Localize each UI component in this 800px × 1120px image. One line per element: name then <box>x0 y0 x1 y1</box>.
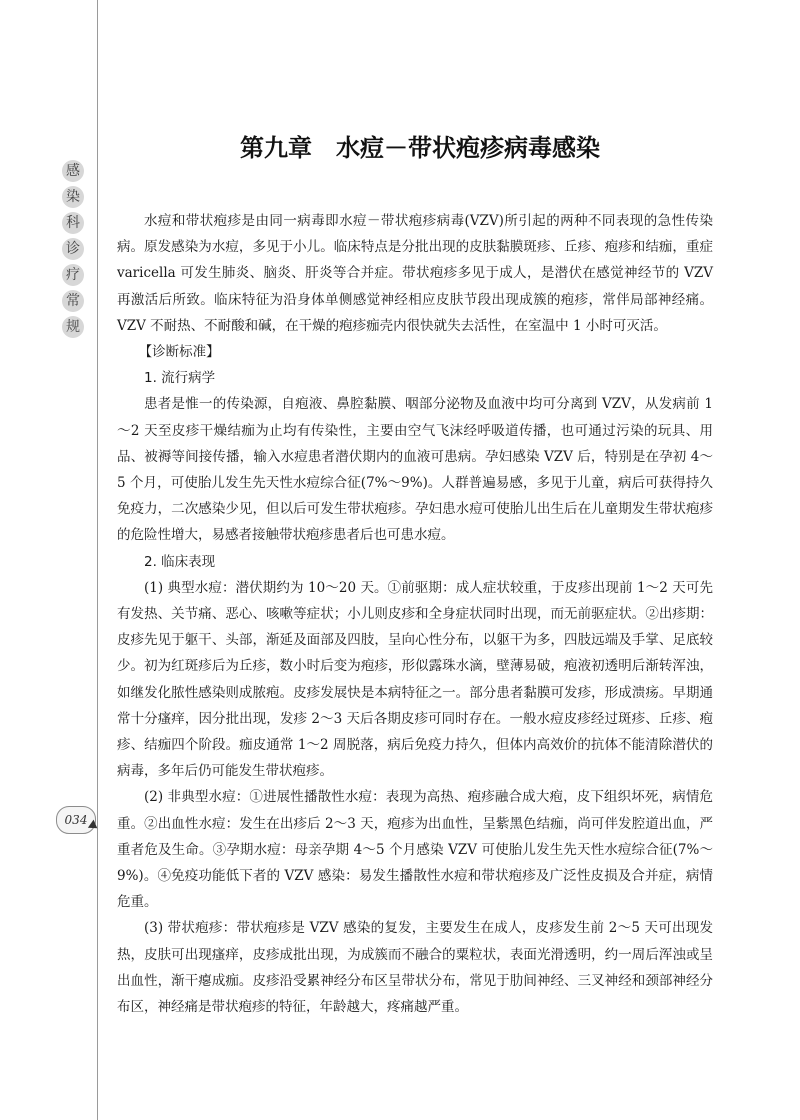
book-title-char: 科 <box>62 212 84 234</box>
atypical-varicella-paragraph: (2) 非典型水痘：①进展性播散性水痘：表现为高热、疱疹融合成大疱，皮下组织坏死，病情危重。②出血性水痘：发生在出疹后 2～3 天，疱疹为出血性，呈紫黑色结痂，尚可伴发腔道出血，严重者危及生命。③孕期水痘：母亲孕期 4～5 个月感染 VZV 可使胎儿发生先天性水痘综合征(7%～9%)。④免疫功能低下者的 VZV 感染：易发生播散性水痘和带状疱疹及广泛性皮损及合并症，病情危重。 <box>117 789 713 911</box>
herpes-zoster-paragraph: (3) 带状疱疹：带状疱疹是 VZV 感染的复发，主要发生在成人，皮疹发生前 2～5 天可出现发热，皮肤可出现瘙痒，皮疹成批出现，为成簇而不融合的粟粒状，表面光滑透明，约一周后浑浊或呈出血性，渐干瘪成痂。皮疹沿受累神经分布区呈带状分布，常见于肋间神经、三叉神经和颈部神经分布区，神经痛是带状疱疹的特征，年龄越大，疼痛越严重。 <box>117 920 713 1016</box>
body-text <box>117 208 713 1020</box>
chapter-title: 第九章 水痘－带状疱疹病毒感染 <box>240 134 600 162</box>
clinical-heading: 2. 临床表现 <box>144 553 216 570</box>
epidemiology-paragraph: 患者是惟一的传染源，自疱液、鼻腔黏膜、咽部分泌物及血液中均可分离到 VZV，从发病前 1～2 天至皮疹干燥结痂为止均有传染性，主要由空气飞沫经呼吸道传播，也可通过污染的玩具、用品、被褥等间接传播，输入水痘患者潜伏期内的血液可患病。孕妇感染 VZV 后，特别是在孕初 4～5 个月，可使胎儿发生先天性水痘综合征(7%～9%)。人群普遍易感，多见于儿童，病后可获得持久免疫力，二次感染少见，但以后可发生带状疱疹。孕妇患水痘可使胎儿出生后在儿童期发生带状疱疹的危险性增大，易感者接触带状疱疹患者后也可患水痘。 <box>117 396 713 544</box>
book-title-char: 疗 <box>62 264 84 286</box>
typical-varicella-paragraph: (1) 典型水痘：潜伏期约为 10～20 天。①前驱期：成人症状较重，于皮疹出现前 1～2 天可先有发热、关节痛、恶心、咳嗽等症状；小儿则皮疹和全身症状同时出现，而无前驱症状。②出疹期：皮疹先见于躯干、头部，渐延及面部及四肢，呈向心性分布，以躯干为多，四肢远端及手掌、足底较少。初为红斑疹后为丘疹，数小时后变为疱疹，形似露珠水滴，壁薄易破，疱液初透明后渐转浑浊，如继发化脓性感染则成脓疱。皮疹发展快是本病特征之一。部分患者黏膜可发疹，形成溃疡。早期通常十分瘙痒，因分批出现，发疹 2～3 天后各期皮疹可同时存在。一般水痘皮疹经过斑疹、丘疹、疱疹、结痂四个阶段。痂皮通常 1～2 周脱落，病后免疫力持久，但体内高效价的抗体不能清除潜伏的病毒，多年后仍可能发生带状疱疹。 <box>117 579 713 780</box>
margin-rule <box>97 0 98 1120</box>
book-title-char: 感 <box>62 160 84 182</box>
book-title-char: 诊 <box>62 238 84 260</box>
diagnosis-heading: 【诊断标准】 <box>138 344 220 361</box>
book-title-char: 规 <box>62 316 84 338</box>
page-number: 034 <box>56 806 96 834</box>
book-title-char: 常 <box>62 290 84 312</box>
book-title-char: 染 <box>62 186 84 208</box>
intro-paragraph: 水痘和带状疱疹是由同一病毒即水痘－带状疱疹病毒(VZV)所引起的两种不同表现的急性传染病。原发感染为水痘，多见于小儿。临床特点是分批出现的皮肤黏膜斑疹、丘疹、疱疹和结痂，重症 varicella 可发生肺炎、脑炎、肝炎等合并症。带状疱疹多见于成人，是潜伏在感觉神经节的 VZV 再激活后所致。临床特征为沿身体单侧感觉神经相应皮肤节段出现成簇的疱疹，常伴局部神经痛。VZV 不耐热、不耐酸和碱，在干燥的疱疹痂壳内很快就失去活性，在室温中 1 小时可灭活。 <box>117 213 713 334</box>
book-title-vertical <box>58 160 88 342</box>
epidemiology-heading: 1. 流行病学 <box>144 370 216 387</box>
